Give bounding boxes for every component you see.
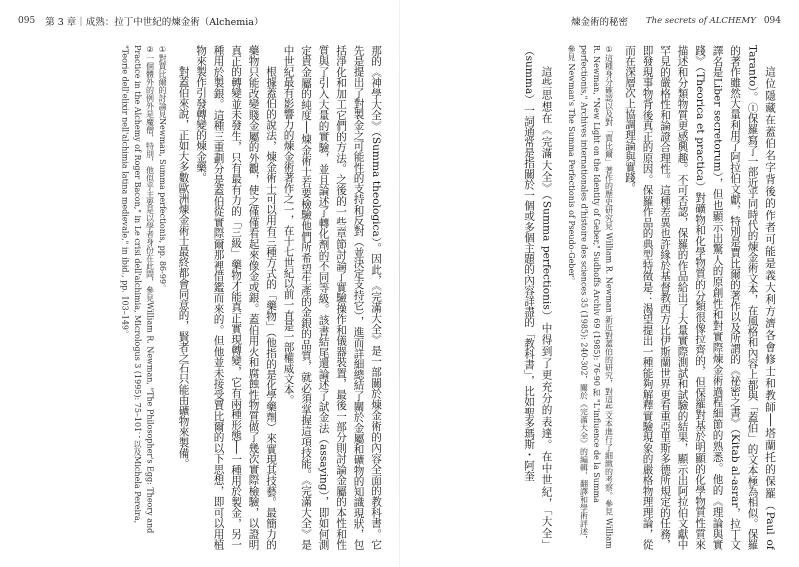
left-paragraph-1: 那的《神學大全》（Summa theologica）。因此，《完滿大全》是一部關於煉金術的內容全面的教科書。它先是提出了對製金之可能性的支持和反對（並決定支持它），進而詳細總結了關於金屬和礦物的知識現狀，包括淨化和加工它們的方法。之後的一些章節討論了實驗操作和儀器裝置，最後一部分則討論金屬的本性和性質與了引入大量的實驗，並且論述了轉化劑的不同等級。該書結尾還論述了試金法（assaying），即如何測定貴金屬的純度──煉金術士若要檢驗他們所希望生產的金銀的品質，就必須掌握這項技能。《完滿大全》是中世紀最有影響力的煉金術著作之一，在十七世紀以前一直是一部權威文本。	[282, 45, 382, 550]
right-footnotes	[565, 45, 615, 550]
right-paragraph-1: 這位隱藏在蓋伯名字背後的作者可能是義大利方濟各會修士和教師──塔蘭托的保羅（Paul of Taranto）。①保羅寫了一部近乎同時代的煉金術文本，在風格和內容上都與「蓋伯」的文本極為相似。保羅的著作雖然大量利用了阿拉伯文獻，特別是賈比爾的著作以及所謂的《祕密之書》（Kitab al-asrar，拉丁文譯名是Liber secretorum），但也顯示出驚人的原創性和對實際煉金術過程細節的熟悉。他的《理論與實踐》（Theorica et practica）對礦物和化學物質的分類很像拉齊的，但保羅對基於明顯的化學物質性質來描述和分類物質更感興趣。不可否認，保羅的作品給出了大量實際測試和試驗的結果，顯示出阿拉伯文獻中罕見的嚴格性和論證合理性。這種差異也許緣於基督教西方比伊斯蘭世界更看重亞里斯多德所規定的任務，即發現事物背後真正的原因。保羅作品的典型特徵是：渴望提出一種能夠解釋實驗現象的嚴格物理理論，從而在深層次上協調理論與實踐。	[624, 45, 776, 550]
left-footnote-1	[156, 45, 169, 550]
left-footnotes	[118, 45, 168, 550]
left-footnote-2	[118, 45, 156, 550]
footnote-text: 一個體外的例外是魔僧，特別，他似乎主要是以學者身份在此間，參見William R. Newman, "The Philosopher's Egg: Theory and Practice in the Alchemy of Roger Bacon," in Le crisi dell'alchimia, Micrologus 3 (1995): 75–101；以及Michela Pereira, "Teorie dell'elixir nell'alchimia latina medievale," in ibid., pp. 103–149。	[120, 45, 155, 534]
left-paragraph-2: 根據蓋伯的說法，煉金術士可以用有三種方式的「藥物」（他指的是化學藥劑）來實現其技藝。最簡力的藥物只能改變賤金屬的外觀，使之僅僅看起來像金或銀。蓋伯用火和腐蝕性物質做了幾次實際檢驗，以證明真正的轉變並未發生，只有最有力的「三級」藥物才能真正實現轉變，它有兩種形態──一種用於製金，另一種用於製銀。這種三重劃分是蓋伯從實際爾那裡借鑑而來的。但他並未接受賈比爾的以下思想，即可以用植物來製作引發轉變的煉金藥。	[195, 45, 277, 550]
left-page-body	[22, 45, 384, 550]
left-page-number: 095	[18, 16, 36, 26]
left-running-title: 第 3 章｜成熟：拉丁中世紀的煉金術（Alchemia）	[45, 17, 264, 28]
footnote-text: 對賈比爾的討論見Newman, Summa perfectionis, pp. 86-99。	[158, 54, 167, 293]
right-running-title-en: The secrets of ALCHEMY	[646, 16, 756, 26]
footnote-marker: ①	[158, 45, 167, 54]
footnote-marker: ②	[145, 45, 155, 54]
footnote-marker: ①	[604, 45, 614, 54]
right-page-number: 094	[763, 16, 781, 26]
left-paragraph-3: 對蓋伯來說，正如大多數歐洲煉金術士最終都會同意的，賢者之石只能由礦物來製備。	[177, 66, 190, 469]
footnote-text: 這種身分確認以及對「賈比爾」著作的歷史研究見 William R. Newman 新近對蓋伯的研究，對這些文本進行了細緻的考察。參見 William R. Newman, "New Light on the Identity of Geber," Sudhoffs Archiv 69 (1985): 76-90 和 "L'influence de la Summa perfectionis," Archives internationales d'histoire des sciences 35 (1985): 240-302，關於《完滿大全》的編輯、翻譯和學術評述，參見 Newman's The Summa Perfectionis of Pseudo-Geber。	[567, 45, 614, 549]
book-gutter	[399, 0, 400, 567]
left-page-header	[18, 12, 379, 30]
right-running-title: 煉金術的秘密	[571, 17, 629, 28]
right-page-header	[420, 12, 781, 30]
right-footnote-1	[565, 45, 615, 550]
right-paragraph-2: 這些思想在《完滿大全》（Summa perfectionis）中得到了更充分的表達。在中世紀，「大全」（summa）一詞通常是指關於一個或多個主題的內容詳盡的「教科書」，比如聖多瑪斯・阿奎	[523, 45, 553, 550]
right-page-body	[416, 45, 778, 550]
